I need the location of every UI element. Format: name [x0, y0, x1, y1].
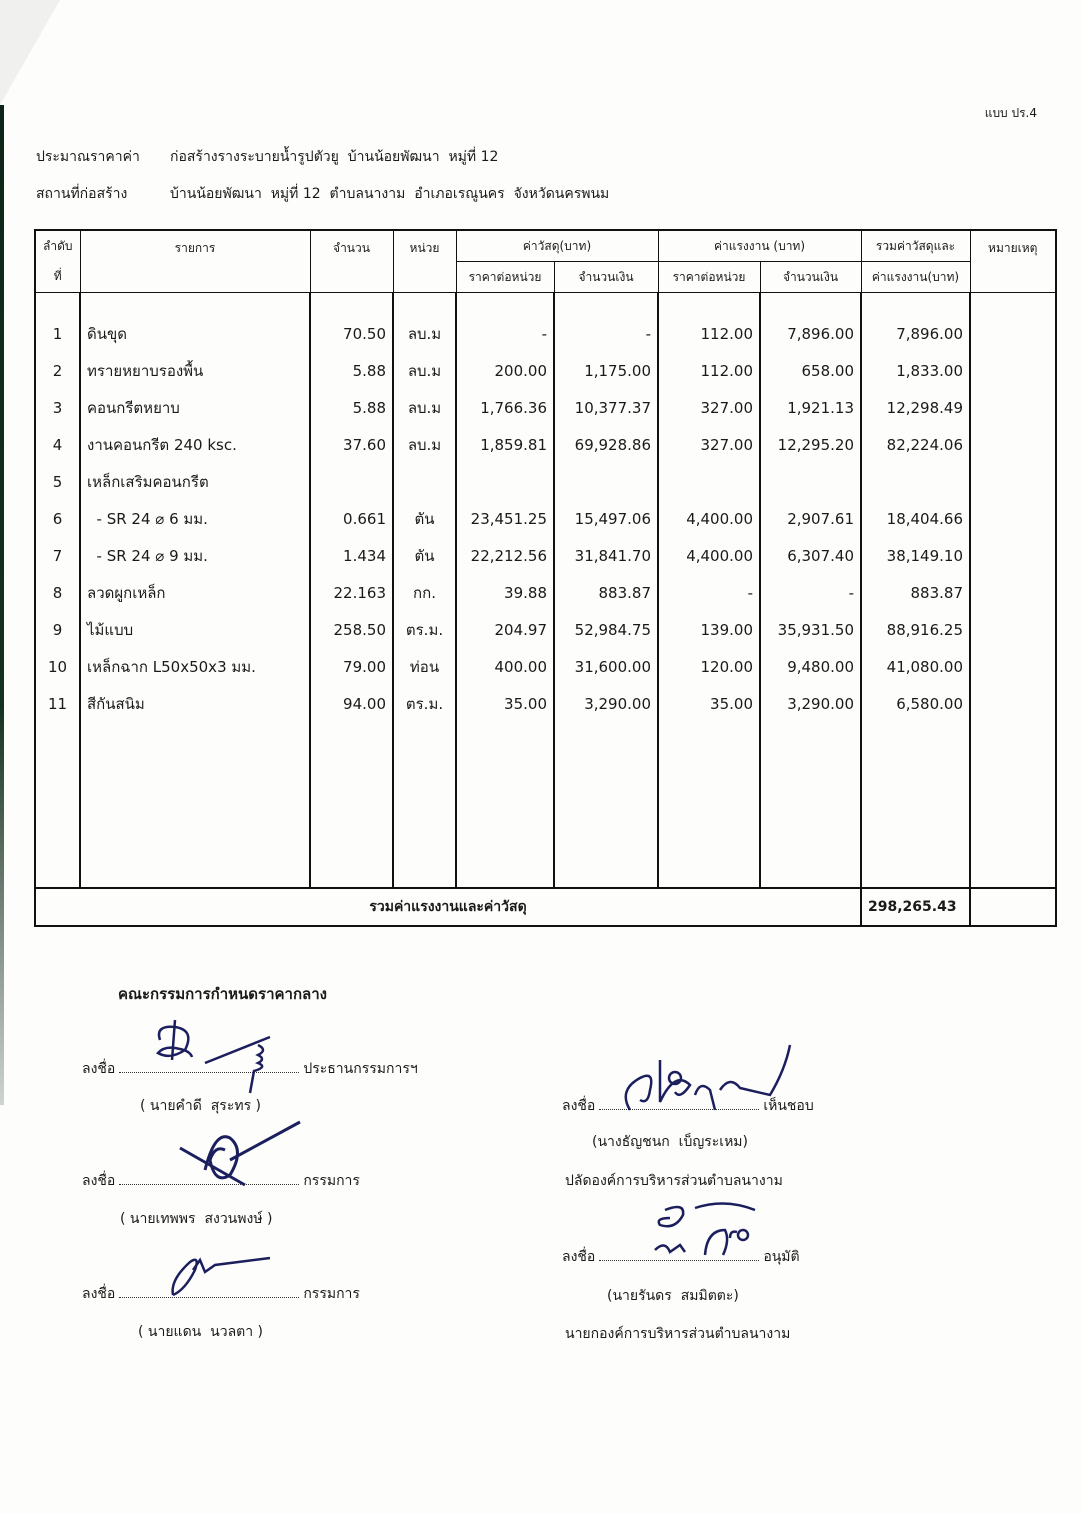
row-total: 12,298.49: [861, 389, 970, 426]
row-description: งานคอนกรีต 240 ksc.: [80, 426, 310, 463]
row-seq: 3: [35, 389, 80, 426]
row-labor-amount: 9,480.00: [760, 648, 861, 685]
signer-role: ประธานกรรมการฯ: [303, 1061, 418, 1077]
signature-line-member-1: [82, 1170, 360, 1192]
grand-total: 298,265.43: [861, 888, 970, 926]
row-remark: [970, 315, 1056, 352]
row-material-unit-price: 1,859.81: [456, 426, 554, 463]
col-unit: หน่วย: [393, 230, 456, 293]
total-row: [35, 888, 1056, 926]
signature-line-endorse: [562, 1095, 814, 1117]
signer-name-member-2: ( นายแดน นวลตา ): [138, 1324, 264, 1340]
row-labor-amount: 7,896.00: [760, 315, 861, 352]
row-material-amount: 883.87: [554, 574, 658, 611]
row-quantity: 5.88: [310, 352, 393, 389]
row-seq: 5: [35, 463, 80, 500]
row-quantity: 0.661: [310, 500, 393, 537]
signature-field: [119, 1174, 299, 1185]
table-row: [35, 685, 1056, 722]
row-seq: 9: [35, 611, 80, 648]
row-description: ลวดผูกเหล็ก: [80, 574, 310, 611]
row-labor-unit-price: -: [658, 574, 760, 611]
row-material-unit-price: 204.97: [456, 611, 554, 648]
row-description: ทรายหยาบรองพื้น: [80, 352, 310, 389]
row-material-amount: -: [554, 315, 658, 352]
row-remark: [970, 648, 1056, 685]
row-quantity: 258.50: [310, 611, 393, 648]
spacer-row: [35, 293, 1056, 316]
total-remark: [970, 888, 1056, 926]
row-seq: 4: [35, 426, 80, 463]
row-seq: 10: [35, 648, 80, 685]
row-material-amount: [554, 463, 658, 500]
table-row: [35, 648, 1056, 685]
table-row: [35, 500, 1056, 537]
committee-title: คณะกรรมการกำหนดราคากลาง: [118, 985, 327, 1003]
col-total-bottom: ค่าแรงงาน(บาท): [861, 262, 970, 293]
row-quantity: 94.00: [310, 685, 393, 722]
row-material-amount: 52,984.75: [554, 611, 658, 648]
col-labor-unit-price: ราคาต่อหน่วย: [658, 262, 760, 293]
row-unit: ลบ.ม: [393, 352, 456, 389]
row-material-unit-price: 400.00: [456, 648, 554, 685]
col-seq-bottom: ที่: [35, 262, 80, 293]
row-quantity: 37.60: [310, 426, 393, 463]
col-quantity: จำนวน: [310, 230, 393, 293]
col-material-amount: จำนวนเงิน: [554, 262, 658, 293]
row-material-amount: 31,841.70: [554, 537, 658, 574]
row-total: 82,224.06: [861, 426, 970, 463]
row-quantity: [310, 463, 393, 500]
table-row: [35, 611, 1056, 648]
row-unit: ตัน: [393, 500, 456, 537]
signature-field: [119, 1287, 299, 1298]
row-unit: ท่อน: [393, 648, 456, 685]
row-material-unit-price: 22,212.56: [456, 537, 554, 574]
row-description: ไม้แบบ: [80, 611, 310, 648]
row-total: 7,896.00: [861, 315, 970, 352]
signer-name-member-1: ( นายเทพพร สงวนพงษ์ ): [120, 1211, 273, 1227]
signature-field: [599, 1250, 759, 1261]
col-remarks: หมายเหตุ: [970, 230, 1056, 293]
row-unit: ตร.ม.: [393, 611, 456, 648]
row-remark: [970, 352, 1056, 389]
endorser-position: ปลัดองค์การบริหารส่วนตำบลนางาม: [565, 1173, 783, 1189]
col-labor-amount: จำนวนเงิน: [760, 262, 861, 293]
row-unit: ตร.ม.: [393, 685, 456, 722]
signature-field: [119, 1062, 299, 1073]
sign-prefix: ลงชื่อ: [562, 1249, 596, 1265]
table-row: [35, 315, 1056, 352]
row-seq: 8: [35, 574, 80, 611]
table-row: [35, 574, 1056, 611]
row-labor-amount: 12,295.20: [760, 426, 861, 463]
row-quantity: 1.434: [310, 537, 393, 574]
row-seq: 7: [35, 537, 80, 574]
row-labor-unit-price: 120.00: [658, 648, 760, 685]
row-remark: [970, 537, 1056, 574]
row-description: ดินขุด: [80, 315, 310, 352]
row-material-unit-price: [456, 463, 554, 500]
row-labor-unit-price: 4,400.00: [658, 500, 760, 537]
row-total: 88,916.25: [861, 611, 970, 648]
row-material-amount: 1,175.00: [554, 352, 658, 389]
row-total: 38,149.10: [861, 537, 970, 574]
row-total: 1,833.00: [861, 352, 970, 389]
table-body: [35, 315, 1056, 722]
row-labor-unit-price: 4,400.00: [658, 537, 760, 574]
row-labor-unit-price: 112.00: [658, 315, 760, 352]
row-material-unit-price: -: [456, 315, 554, 352]
row-remark: [970, 463, 1056, 500]
table-row: [35, 463, 1056, 500]
row-labor-amount: 2,907.61: [760, 500, 861, 537]
location-line: [36, 183, 609, 205]
signer-name-chair: ( นายคำดี สุระทร ): [140, 1098, 262, 1114]
row-unit: ลบ.ม: [393, 389, 456, 426]
row-total: [861, 463, 970, 500]
sign-prefix: ลงชื่อ: [82, 1061, 116, 1077]
row-labor-amount: 1,921.13: [760, 389, 861, 426]
row-unit: ตัน: [393, 537, 456, 574]
table-row: [35, 389, 1056, 426]
row-total: 6,580.00: [861, 685, 970, 722]
row-unit: ลบ.ม: [393, 426, 456, 463]
row-total: 883.87: [861, 574, 970, 611]
row-seq: 2: [35, 352, 80, 389]
row-labor-amount: 6,307.40: [760, 537, 861, 574]
handwritten-signature-chair: [150, 1015, 290, 1099]
row-remark: [970, 389, 1056, 426]
row-labor-unit-price: 35.00: [658, 685, 760, 722]
row-material-amount: 69,928.86: [554, 426, 658, 463]
bill-of-quantities-table: [34, 229, 1057, 927]
scan-corner-shadow: [0, 0, 60, 105]
table-row: [35, 537, 1056, 574]
row-remark: [970, 611, 1056, 648]
row-quantity: 70.50: [310, 315, 393, 352]
row-labor-unit-price: 327.00: [658, 426, 760, 463]
signature-field: [599, 1099, 759, 1110]
row-labor-amount: 3,290.00: [760, 685, 861, 722]
row-labor-amount: 658.00: [760, 352, 861, 389]
col-total-top: รวมค่าวัสดุและ: [861, 230, 970, 262]
table-row: [35, 352, 1056, 389]
signature-line-approve: [562, 1246, 800, 1268]
row-material-amount: 3,290.00: [554, 685, 658, 722]
location-value: บ้านน้อยพัฒนา หมู่ที่ 12 ตำบลนางาม อำเภอเรณูนคร จังหวัดนครพนม: [170, 186, 610, 202]
row-description: สีกันสนิม: [80, 685, 310, 722]
row-labor-unit-price: 112.00: [658, 352, 760, 389]
row-material-unit-price: 39.88: [456, 574, 554, 611]
sign-prefix: ลงชื่อ: [82, 1173, 116, 1189]
project-label: ประมาณราคาค่า: [36, 149, 140, 165]
row-labor-amount: -: [760, 574, 861, 611]
row-description: - SR 24 ⌀ 6 มม.: [80, 500, 310, 537]
sign-prefix: ลงชื่อ: [82, 1286, 116, 1302]
row-material-unit-price: 1,766.36: [456, 389, 554, 426]
row-quantity: 79.00: [310, 648, 393, 685]
row-labor-unit-price: 327.00: [658, 389, 760, 426]
sign-prefix: ลงชื่อ: [562, 1098, 596, 1114]
signer-role: กรรมการ: [303, 1173, 360, 1189]
row-material-amount: 15,497.06: [554, 500, 658, 537]
row-material-unit-price: 35.00: [456, 685, 554, 722]
row-material-amount: 10,377.37: [554, 389, 658, 426]
row-unit: ลบ.ม: [393, 315, 456, 352]
row-description: - SR 24 ⌀ 9 มม.: [80, 537, 310, 574]
row-total: 18,404.66: [861, 500, 970, 537]
row-remark: [970, 500, 1056, 537]
row-total: 41,080.00: [861, 648, 970, 685]
col-description: รายการ: [80, 230, 310, 293]
signer-role: กรรมการ: [303, 1286, 360, 1302]
total-label: รวมค่าแรงงานและค่าวัสดุ: [35, 888, 861, 926]
row-labor-unit-price: [658, 463, 760, 500]
row-labor-amount: 35,931.50: [760, 611, 861, 648]
approver-name: (นายรันดร สมมิตตะ): [607, 1288, 739, 1304]
scan-edge-strip: [0, 105, 4, 1105]
row-material-amount: 31,600.00: [554, 648, 658, 685]
row-description: เหล็กฉาก L50x50x3 มม.: [80, 648, 310, 685]
project-title-line: [36, 146, 498, 168]
row-seq: 6: [35, 500, 80, 537]
project-name: ก่อสร้างรางระบายน้ำรูปตัวยู บ้านน้อยพัฒนา หมู่ที่ 12: [170, 149, 499, 165]
row-seq: 11: [35, 685, 80, 722]
row-remark: [970, 426, 1056, 463]
signer-role: เห็นชอบ: [763, 1098, 814, 1114]
col-material-unit-price: ราคาต่อหน่วย: [456, 262, 554, 293]
approver-position: นายกองค์การบริหารส่วนตำบลนางาม: [565, 1326, 791, 1342]
row-remark: [970, 574, 1056, 611]
row-labor-amount: [760, 463, 861, 500]
form-code: แบบ ปร.4: [984, 106, 1037, 120]
header-row-top: [35, 230, 1056, 262]
row-description: เหล็กเสริมคอนกรีต: [80, 463, 310, 500]
row-unit: [393, 463, 456, 500]
row-material-unit-price: 200.00: [456, 352, 554, 389]
row-remark: [970, 685, 1056, 722]
row-labor-unit-price: 139.00: [658, 611, 760, 648]
row-unit: กก.: [393, 574, 456, 611]
row-quantity: 22.163: [310, 574, 393, 611]
signature-line-chair: [82, 1058, 418, 1080]
row-material-unit-price: 23,451.25: [456, 500, 554, 537]
filler-row: [35, 722, 1056, 888]
endorser-name: (นางธัญชนก เบ็ญระเหม): [592, 1134, 748, 1150]
col-group-material: ค่าวัสดุ(บาท): [456, 230, 658, 262]
signature-line-member-2: [82, 1283, 360, 1305]
col-group-labor: ค่าแรงงาน (บาท): [658, 230, 861, 262]
location-label: สถานที่ก่อสร้าง: [36, 186, 128, 202]
row-description: คอนกรีตหยาบ: [80, 389, 310, 426]
col-seq-top: ลำดับ: [35, 230, 80, 262]
signer-role: อนุมัติ: [763, 1249, 800, 1265]
table-row: [35, 426, 1056, 463]
row-quantity: 5.88: [310, 389, 393, 426]
row-seq: 1: [35, 315, 80, 352]
